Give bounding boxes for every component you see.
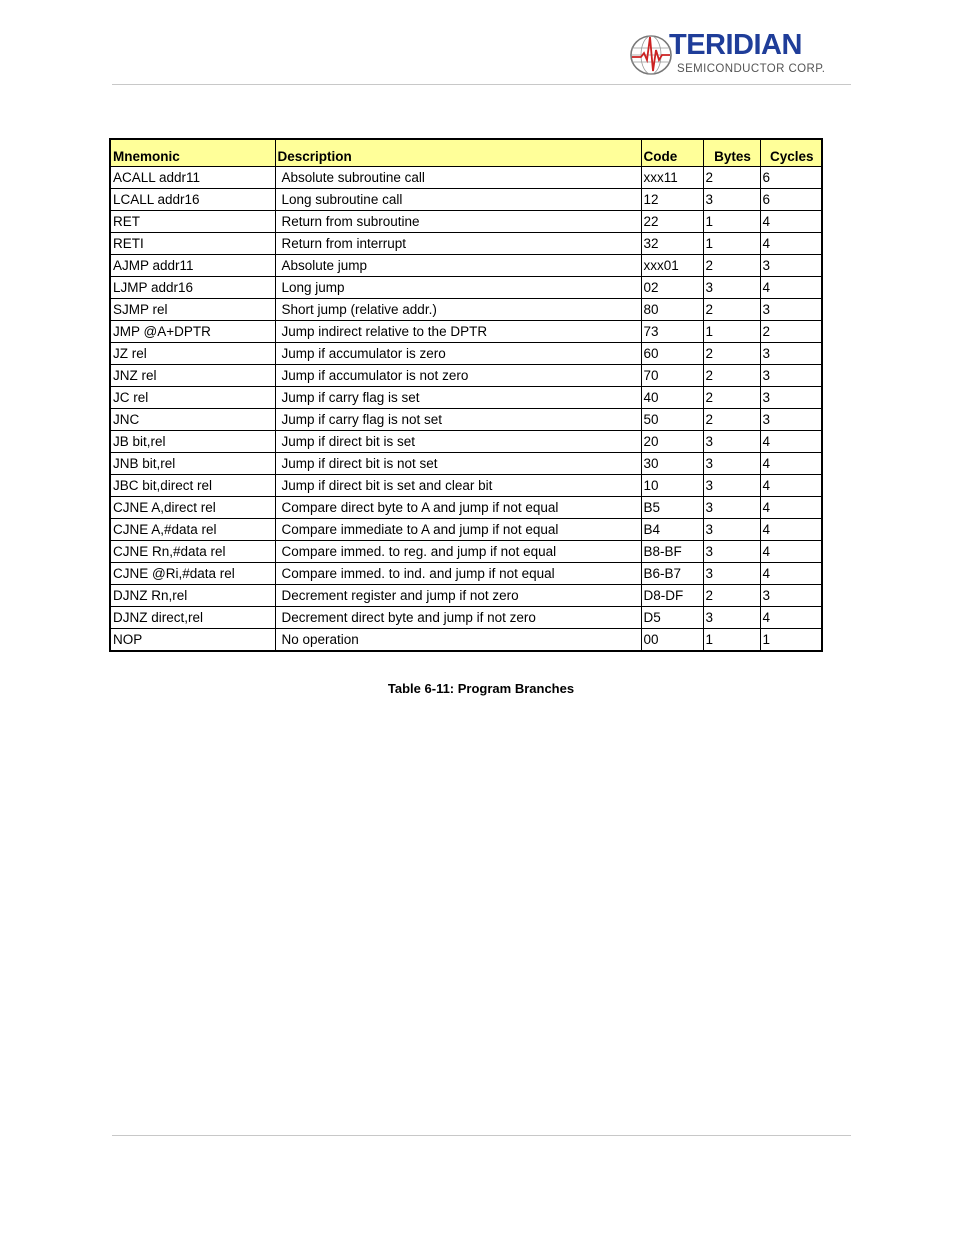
table-row — [110, 277, 822, 299]
cell-code: 70 — [641, 365, 703, 387]
table-row — [110, 497, 822, 519]
cell-mnemonic: DJNZ Rn,rel — [110, 585, 275, 607]
header-divider — [112, 84, 851, 85]
cell-description: Jump if carry flag is set — [275, 387, 641, 409]
cell-code: 60 — [641, 343, 703, 365]
cell-cycles: 3 — [760, 585, 822, 607]
cell-mnemonic: CJNE A,#data rel — [110, 519, 275, 541]
cell-bytes: 2 — [703, 387, 760, 409]
cell-mnemonic: JC rel — [110, 387, 275, 409]
cell-code: B6-B7 — [641, 563, 703, 585]
cell-bytes: 3 — [703, 563, 760, 585]
cell-mnemonic: NOP — [110, 629, 275, 652]
cell-description: Absolute subroutine call — [275, 167, 641, 189]
cell-bytes: 2 — [703, 365, 760, 387]
table-row — [110, 211, 822, 233]
cell-bytes: 3 — [703, 519, 760, 541]
cell-description: Return from subroutine — [275, 211, 641, 233]
table-row — [110, 475, 822, 497]
cell-bytes: 3 — [703, 541, 760, 563]
logo-subtitle: SEMICONDUCTOR CORP. — [677, 63, 826, 75]
cell-description: Absolute jump — [275, 255, 641, 277]
column-header-bytes: Bytes — [703, 139, 760, 167]
table-row — [110, 167, 822, 189]
cell-mnemonic: CJNE A,direct rel — [110, 497, 275, 519]
table-row — [110, 189, 822, 211]
cell-mnemonic: DJNZ direct,rel — [110, 607, 275, 629]
company-logo — [629, 31, 829, 79]
cell-code: 22 — [641, 211, 703, 233]
cell-bytes: 2 — [703, 343, 760, 365]
cell-bytes: 1 — [703, 211, 760, 233]
cell-code: 32 — [641, 233, 703, 255]
cell-bytes: 2 — [703, 255, 760, 277]
cell-cycles: 4 — [760, 541, 822, 563]
table-row — [110, 233, 822, 255]
cell-description: Compare immed. to ind. and jump if not equal — [275, 563, 641, 585]
cell-bytes: 3 — [703, 497, 760, 519]
cell-code: 10 — [641, 475, 703, 497]
cell-code: xxx01 — [641, 255, 703, 277]
table-row — [110, 409, 822, 431]
cell-bytes: 1 — [703, 233, 760, 255]
table-row — [110, 343, 822, 365]
cell-cycles: 4 — [760, 233, 822, 255]
cell-mnemonic: JNB bit,rel — [110, 453, 275, 475]
cell-mnemonic: AJMP addr11 — [110, 255, 275, 277]
logo-wordmark: TERIDIAN — [669, 29, 802, 61]
table-row — [110, 585, 822, 607]
cell-code: 00 — [641, 629, 703, 652]
table-header-row — [110, 139, 822, 167]
cell-bytes: 1 — [703, 321, 760, 343]
table-row — [110, 519, 822, 541]
cell-cycles: 4 — [760, 519, 822, 541]
cell-cycles: 4 — [760, 497, 822, 519]
cell-cycles: 4 — [760, 211, 822, 233]
waveform-globe-icon — [629, 33, 673, 77]
cell-mnemonic: JBC bit,direct rel — [110, 475, 275, 497]
cell-description: Jump if accumulator is not zero — [275, 365, 641, 387]
table-row — [110, 255, 822, 277]
cell-bytes: 3 — [703, 607, 760, 629]
table-row — [110, 629, 822, 652]
table-row — [110, 299, 822, 321]
cell-bytes: 2 — [703, 299, 760, 321]
column-header-cycles: Cycles — [760, 139, 822, 167]
table-row — [110, 453, 822, 475]
cell-description: Decrement direct byte and jump if not zero — [275, 607, 641, 629]
table-caption: Table 6-11: Program Branches — [387, 681, 575, 696]
program-branches-table — [109, 138, 823, 652]
cell-bytes: 2 — [703, 585, 760, 607]
cell-cycles: 3 — [760, 365, 822, 387]
cell-mnemonic: JMP @A+DPTR — [110, 321, 275, 343]
cell-bytes: 3 — [703, 277, 760, 299]
cell-description: Compare immed. to reg. and jump if not equal — [275, 541, 641, 563]
table-row — [110, 365, 822, 387]
cell-code: 40 — [641, 387, 703, 409]
cell-description: Jump if carry flag is not set — [275, 409, 641, 431]
cell-description: Compare immediate to A and jump if not equal — [275, 519, 641, 541]
table-row — [110, 563, 822, 585]
table-row — [110, 607, 822, 629]
cell-cycles: 6 — [760, 167, 822, 189]
column-header-mnemonic: Mnemonic — [110, 139, 275, 167]
cell-description: Jump indirect relative to the DPTR — [275, 321, 641, 343]
cell-code: B5 — [641, 497, 703, 519]
cell-mnemonic: JB bit,rel — [110, 431, 275, 453]
table-body — [110, 167, 822, 652]
cell-mnemonic: CJNE Rn,#data rel — [110, 541, 275, 563]
table-row — [110, 321, 822, 343]
cell-code: 02 — [641, 277, 703, 299]
cell-bytes: 2 — [703, 409, 760, 431]
cell-description: Long subroutine call — [275, 189, 641, 211]
cell-description: No operation — [275, 629, 641, 652]
table-row — [110, 431, 822, 453]
cell-code: 50 — [641, 409, 703, 431]
cell-cycles: 1 — [760, 629, 822, 652]
cell-cycles: 2 — [760, 321, 822, 343]
cell-code: D5 — [641, 607, 703, 629]
cell-code: 12 — [641, 189, 703, 211]
cell-code: B4 — [641, 519, 703, 541]
cell-description: Return from interrupt — [275, 233, 641, 255]
cell-description: Compare direct byte to A and jump if not equal — [275, 497, 641, 519]
cell-description: Decrement register and jump if not zero — [275, 585, 641, 607]
cell-bytes: 1 — [703, 629, 760, 652]
cell-bytes: 3 — [703, 453, 760, 475]
cell-code: B8-BF — [641, 541, 703, 563]
cell-bytes: 3 — [703, 475, 760, 497]
cell-description: Long jump — [275, 277, 641, 299]
column-header-code: Code — [641, 139, 703, 167]
cell-bytes: 3 — [703, 189, 760, 211]
cell-code: 73 — [641, 321, 703, 343]
cell-mnemonic: JZ rel — [110, 343, 275, 365]
cell-bytes: 3 — [703, 431, 760, 453]
cell-description: Jump if direct bit is not set — [275, 453, 641, 475]
cell-cycles: 3 — [760, 409, 822, 431]
footer-divider — [112, 1135, 851, 1136]
cell-description: Jump if direct bit is set — [275, 431, 641, 453]
cell-mnemonic: JNC — [110, 409, 275, 431]
cell-mnemonic: SJMP rel — [110, 299, 275, 321]
cell-mnemonic: CJNE @Ri,#data rel — [110, 563, 275, 585]
cell-mnemonic: RETI — [110, 233, 275, 255]
table-row — [110, 541, 822, 563]
cell-mnemonic: RET — [110, 211, 275, 233]
cell-cycles: 3 — [760, 255, 822, 277]
cell-cycles: 4 — [760, 475, 822, 497]
cell-mnemonic: LJMP addr16 — [110, 277, 275, 299]
cell-cycles: 4 — [760, 453, 822, 475]
cell-description: Jump if accumulator is zero — [275, 343, 641, 365]
cell-cycles: 3 — [760, 343, 822, 365]
cell-bytes: 2 — [703, 167, 760, 189]
cell-description: Short jump (relative addr.) — [275, 299, 641, 321]
cell-mnemonic: ACALL addr11 — [110, 167, 275, 189]
cell-description: Jump if direct bit is set and clear bit — [275, 475, 641, 497]
cell-code: 80 — [641, 299, 703, 321]
cell-code: 30 — [641, 453, 703, 475]
cell-code: D8-DF — [641, 585, 703, 607]
table-row — [110, 387, 822, 409]
cell-mnemonic: LCALL addr16 — [110, 189, 275, 211]
cell-mnemonic: JNZ rel — [110, 365, 275, 387]
cell-cycles: 6 — [760, 189, 822, 211]
column-header-description: Description — [275, 139, 641, 167]
cell-cycles: 4 — [760, 431, 822, 453]
cell-cycles: 4 — [760, 563, 822, 585]
cell-code: xxx11 — [641, 167, 703, 189]
cell-cycles: 4 — [760, 607, 822, 629]
cell-code: 20 — [641, 431, 703, 453]
cell-cycles: 3 — [760, 387, 822, 409]
cell-cycles: 3 — [760, 299, 822, 321]
cell-cycles: 4 — [760, 277, 822, 299]
